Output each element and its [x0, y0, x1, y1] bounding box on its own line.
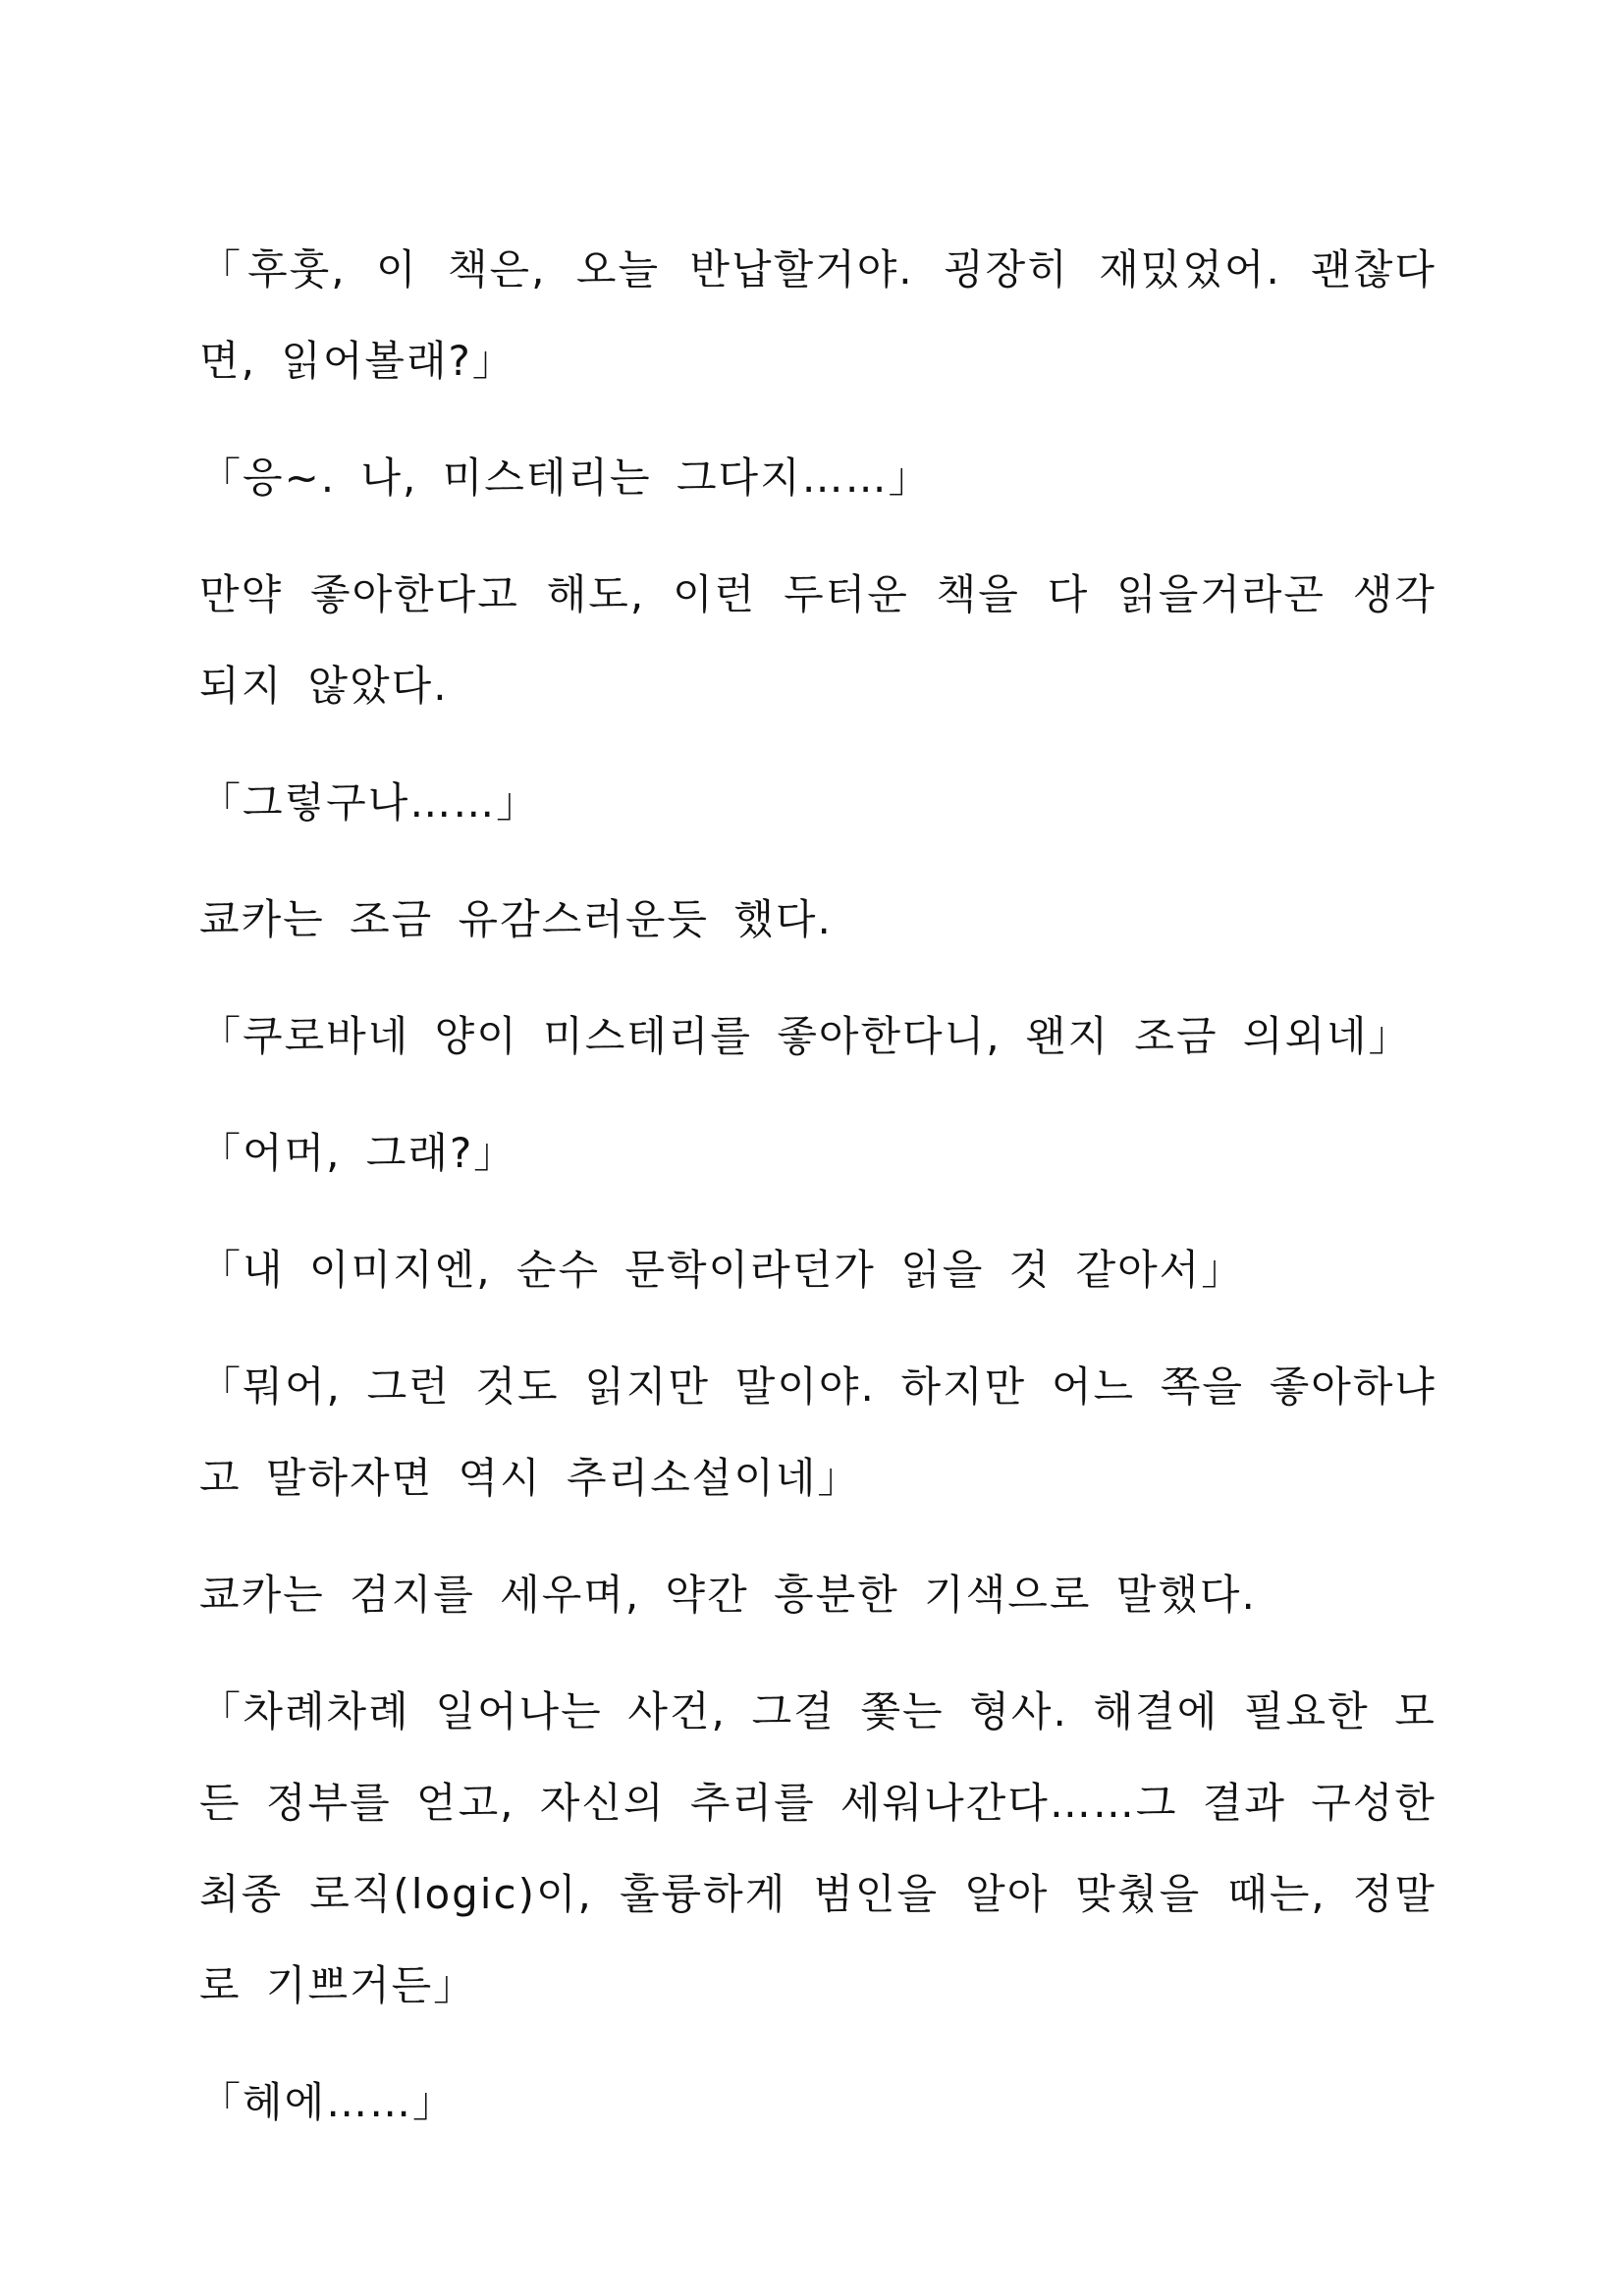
paragraph: 「어머, 그래?」	[199, 1129, 517, 1177]
paragraph: 「내 이미지엔, 순수 문학이라던가 읽을 것 같아서」	[199, 1246, 1245, 1294]
paragraph: 「그렇구나……」	[199, 778, 540, 827]
paragraph: 「차례차례 일어나는 사건, 그걸 쫓는 형사. 해결에 필요한 모든 정부를 얻고, 자신의 추리를 세워나간다……그 결과 구성한 최종 로직(logic)이, 훌륭하게 범인을 알아 맞췄을 때는, 정말로 기쁘거든」	[199, 1687, 1436, 2009]
paragraph: 「쿠로바네 양이 미스테리를 좋아한다니, 왠지 조금 의외네」	[199, 1012, 1412, 1060]
paragraph: 「헤에……」	[199, 2078, 457, 2126]
paragraph: 「후훗, 이 책은, 오늘 반납할거야. 굉장히 재밌었어. 괜찮다면, 읽어볼래?」	[199, 245, 1436, 385]
paragraph: 「뭐어, 그런 것도 읽지만 말이야. 하지만 어느 쪽을 좋아하냐고 말하자면 역시 추리소설이네」	[199, 1362, 1436, 1502]
paragraph: 만약 좋아한다고 해도, 이런 두터운 책을 다 읽을거라곤 생각되지 않았다.	[199, 570, 1436, 710]
paragraph: 쿄카는 검지를 세우며, 약간 흥분한 기색으로 말했다.	[199, 1571, 1257, 1619]
paragraph: 「응~. 나, 미스테리는 그다지……」	[199, 454, 932, 502]
text-body	[199, 224, 1436, 2173]
paragraph: 쿄카는 조금 유감스러운듯 했다.	[199, 895, 833, 943]
